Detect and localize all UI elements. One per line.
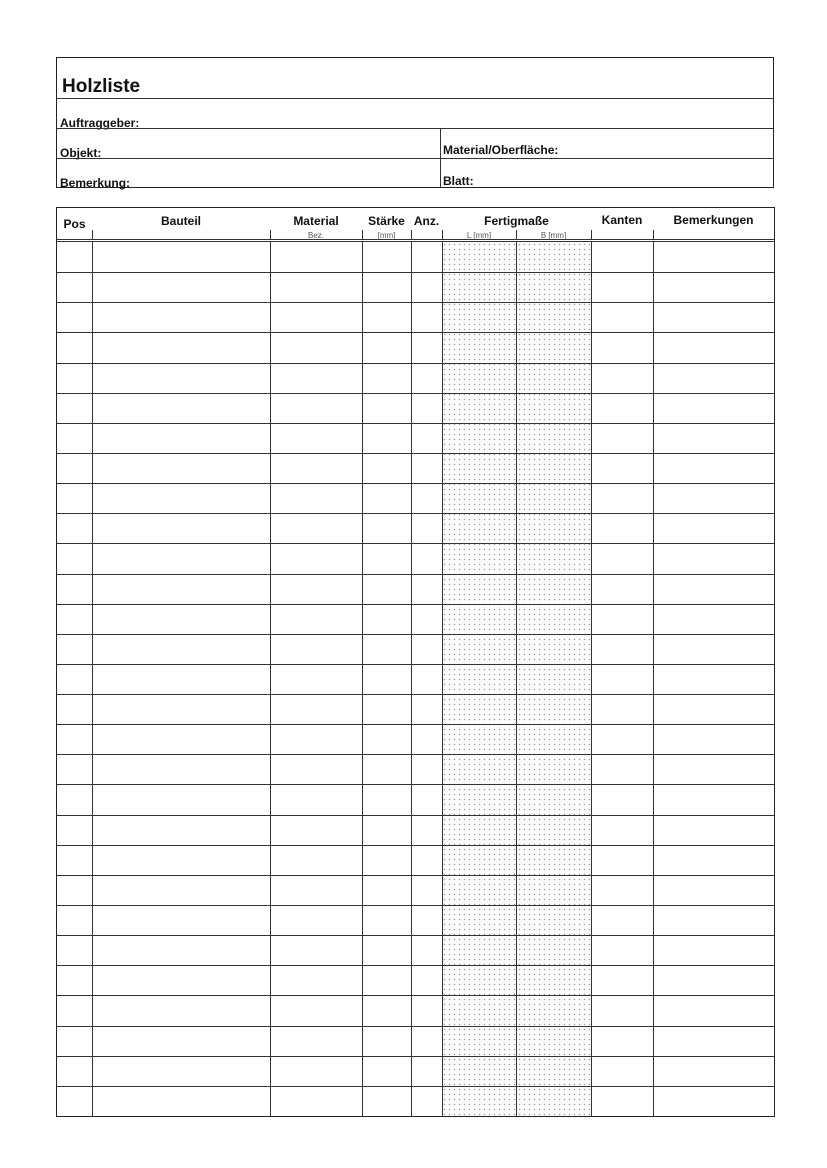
- col-header-bauteil: Bauteil: [160, 214, 201, 228]
- table-row[interactable]: [57, 875, 774, 905]
- divider: [57, 128, 773, 129]
- bemerkung-field[interactable]: Bemerkung:: [60, 176, 131, 190]
- col-sub-laenge: L [mm]: [466, 231, 492, 240]
- table-row[interactable]: [57, 513, 774, 543]
- table-row[interactable]: [57, 724, 774, 754]
- col-header-bemerkungen: Bemerkungen: [673, 213, 754, 227]
- table-row[interactable]: [57, 1026, 774, 1056]
- table-row[interactable]: [57, 995, 774, 1025]
- table-row[interactable]: [57, 754, 774, 784]
- table-row[interactable]: [57, 423, 774, 453]
- table-row[interactable]: [57, 815, 774, 845]
- table-row[interactable]: [57, 1056, 774, 1086]
- table-row[interactable]: [57, 784, 774, 814]
- table-row[interactable]: [57, 363, 774, 393]
- table-row[interactable]: [57, 845, 774, 875]
- table-row[interactable]: [57, 272, 774, 302]
- table-row[interactable]: [57, 574, 774, 604]
- col-header-fertigmasse: Fertigmaße: [484, 214, 549, 228]
- table-row[interactable]: [57, 604, 774, 634]
- header-separator: [57, 239, 774, 240]
- table-row[interactable]: [57, 1086, 774, 1116]
- col-sub-staerke: [mm]: [377, 231, 396, 240]
- table-row[interactable]: [57, 242, 774, 272]
- col-header-material: Material: [293, 214, 339, 228]
- blatt-field[interactable]: Blatt:: [443, 174, 474, 188]
- table-row[interactable]: [57, 905, 774, 935]
- divider: [57, 98, 773, 99]
- table-row[interactable]: [57, 302, 774, 332]
- table-row[interactable]: [57, 694, 774, 724]
- table-row[interactable]: [57, 664, 774, 694]
- auftraggeber-field[interactable]: Auftraggeber:: [60, 116, 140, 130]
- table-row[interactable]: [57, 393, 774, 423]
- table-row[interactable]: [57, 543, 774, 573]
- col-header-staerke: Stärke: [368, 214, 405, 228]
- table-row[interactable]: [57, 965, 774, 995]
- table-row[interactable]: [57, 634, 774, 664]
- table-row[interactable]: [57, 332, 774, 362]
- parts-table: [56, 207, 775, 1117]
- col-header-anz: Anz.: [413, 214, 440, 228]
- col-sub-material: Bez.: [307, 231, 324, 240]
- form-title: Holzliste: [62, 76, 141, 97]
- header-box: [56, 57, 774, 188]
- objekt-field[interactable]: Objekt:: [60, 146, 102, 160]
- table-row[interactable]: [57, 453, 774, 483]
- table-row[interactable]: [57, 483, 774, 513]
- table-row[interactable]: [57, 935, 774, 965]
- col-header-kanten: Kanten: [601, 213, 643, 227]
- divider: [57, 158, 773, 159]
- col-header-pos: Pos: [63, 217, 86, 231]
- col-sub-breite: B [mm]: [540, 231, 567, 240]
- material-oberflaeche-field[interactable]: Material/Oberfläche:: [443, 143, 559, 157]
